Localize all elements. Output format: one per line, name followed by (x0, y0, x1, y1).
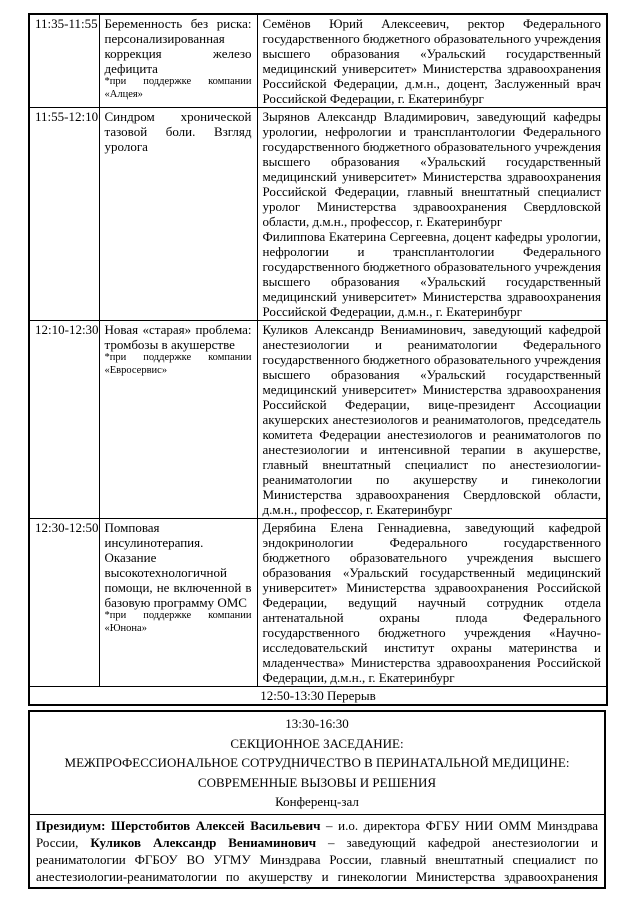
presidium-text: – заведующий кафедрой анестезиологии и реаниматологии ФГБОУ ВО УГМУ Минздрава России, главный внештатный специалист по анестезиологии-реаниматологии по акушерству и гинекологии Министерства здравоохранения (36, 834, 598, 884)
session-topic-text: Новая «старая» проблема: тромбозы в акушерстве (104, 322, 252, 352)
table-row (29, 321, 607, 519)
break-label: 12:50-13:30 Перерыв (29, 687, 607, 706)
speaker-text: Дерябина Елена Геннадиевна, заведующий кафедрой эндокринологии Федерального государственного бюджетного образовательного учреждения высшего образования «Уральский государственный медицинский университет» Министерства здравоохранения Российской Федерации, ведущий научный сотрудник отдела антенатальной охраны плода Федерального государственного бюджетного учреждения «Научно-исследовательский институт охраны материнства и младенчества» Министерства здравоохранения Российской Федерации, д.м.н., г. Екатеринбург (262, 520, 601, 685)
section-title-line: СОВРЕМЕННЫЕ ВЫЗОВЫ И РЕШЕНИЯ (197, 774, 437, 790)
presidium-row (29, 814, 605, 888)
session-topic-text: Беременность без риска: персонализированная коррекция железо дефицита (104, 16, 252, 76)
session-speakers (257, 108, 607, 321)
session-speakers (257, 14, 607, 108)
speaker-text: Зырянов Александр Владимирович, заведующий кафедры урологии, нефрологии и трансплантологии Федерального государственного бюджетного образовательного учреждения высшего образования «Уральский государственный медицинский университет» Министерства здравоохранения Российской Федерации, главный внештатный специалист уролог Министерства здравоохранения Свердловской области, д.м.н., профессор, г. Екатеринбург (262, 109, 601, 229)
speaker-text: Куликов Александр Вениаминович, заведующий кафедрой анестезиологии и реаниматологии Федерального государственного бюджетного образовательного учреждения высшего образования «Уральский государственный медицинский университет» Министерства здравоохранения Российской Федерации, вице-президент Ассоциации акушерских анестезиологов и реаниматологов, председатель комитета Федерации анестезиологов и реаниматологов по анестезиологии и интенсивной терапии в акушерстве, главный внештатный специалист по анестезиологии-реаниматологии по акушерству и гинекологии Министерства здравоохранения Свердловской области, д.м.н., профессор, г. Екатеринбург (262, 322, 601, 517)
session-time: 12:10-12:30 (29, 321, 99, 519)
session-topic (99, 519, 257, 687)
speaker-text: Семёнов Юрий Алексеевич, ректор Федерального государственного бюджетного образовательного учреждения высшего образования «Уральский государственный медицинский университет» Министерства здравоохранения Российской Федерации, д.м.н., доцент, Заслуженный врач Российской Федерации, г. Екатеринбург (262, 16, 601, 106)
presidium-name: Шерстобитов Алексей Васильевич (111, 817, 321, 833)
presidium-text: – и.о. директора ФГБУ НИИ ОММ Минздрава России, (36, 817, 599, 850)
sponsor-note: *при поддержке компании «Евросервис» (104, 352, 252, 376)
session-time: 11:55-12:10 (29, 108, 99, 321)
session-topic-text: Синдром хронической тазовой боли. Взгляд уролога (104, 109, 252, 154)
section-venue: Конференц-зал (275, 794, 359, 809)
sponsor-note: *при поддержке компании «Юнона» (104, 610, 252, 634)
section-title-line: МЕЖПРОФЕССИОНАЛЬНОЕ СОТРУДНИЧЕСТВО В ПЕРИНАТАЛЬНОЙ МЕДИЦИНЕ: (64, 755, 570, 770)
session-speakers (257, 321, 607, 519)
sponsor-note: *при поддержке компании «Алцея» (104, 76, 252, 100)
table-row (29, 14, 607, 108)
session-topic (99, 108, 257, 321)
session-time: 11:35-11:55 (29, 14, 99, 108)
section-table (28, 710, 606, 889)
section-header-row (29, 711, 605, 814)
schedule-table (28, 13, 608, 706)
section-title-line: СЕКЦИОННОЕ ЗАСЕДАНИЕ: (230, 735, 404, 751)
session-topic (99, 321, 257, 519)
session-speakers (257, 519, 607, 687)
section-time: 13:30-16:30 (285, 716, 349, 731)
break-row (29, 687, 607, 706)
table-row (29, 108, 607, 321)
table-row (29, 519, 607, 687)
presidium-name: Куликов Александр Вениаминович (90, 834, 317, 850)
presidium (29, 814, 605, 888)
session-time: 12:30-12:50 (29, 519, 99, 687)
presidium-label: Президиум: (36, 817, 112, 833)
session-topic-text: Помповая инсулинотерапия. Оказание высокотехнологичной помощи, не включенной в базовую программу ОМС (104, 520, 252, 610)
speaker-text: Филиппова Екатерина Сергеевна, доцент кафедры урологии, нефрологии и трансплантологии Федерального государственного бюджетного образовательного учреждения высшего образования «Уральский государственный медицинский университет» Министерства здравоохранения Российской Федерации, д.м.н., г. Екатеринбург (262, 229, 601, 319)
section-header (29, 711, 605, 814)
session-topic (99, 14, 257, 108)
